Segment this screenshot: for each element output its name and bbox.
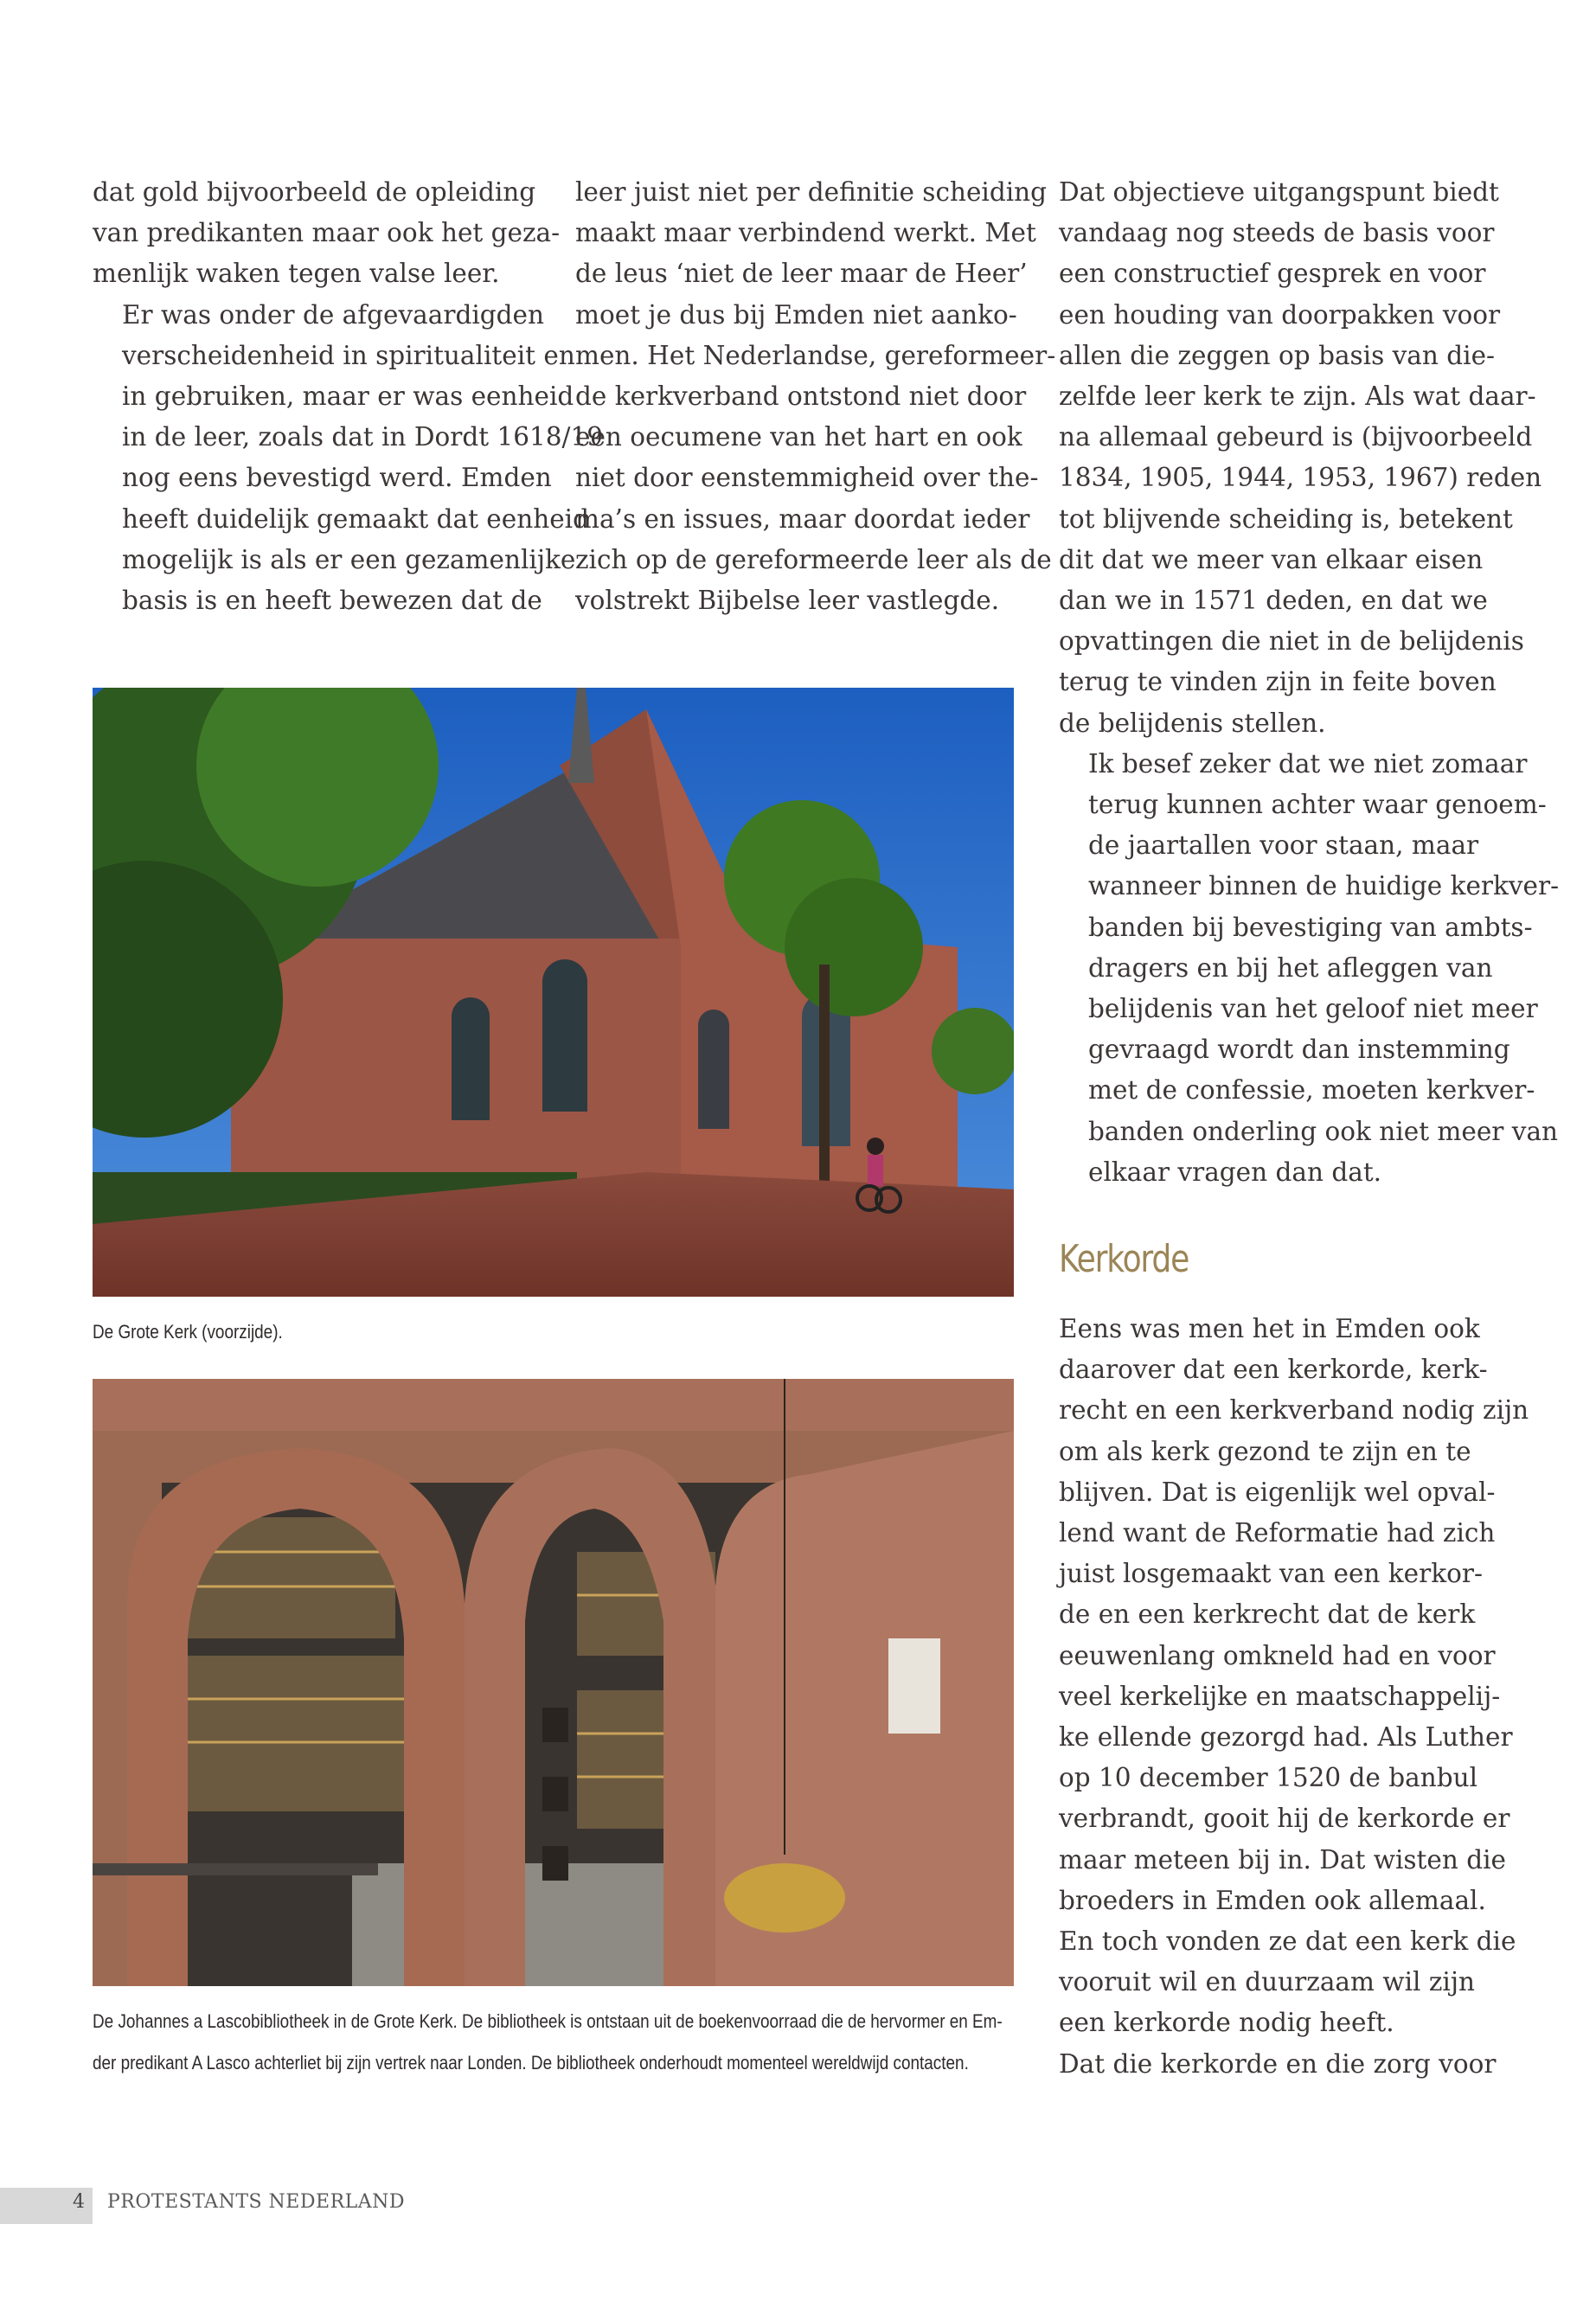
text-line: niet door eenstemmigheid over the- — [575, 463, 1039, 493]
paragraph — [1059, 744, 1560, 1193]
text-line: nog eens bevestigd werd. Emden — [122, 463, 552, 493]
text-line: banden onderling ook niet meer van — [1088, 1116, 1559, 1146]
body-column-1 — [93, 172, 604, 621]
paragraph — [575, 172, 1056, 621]
text-line: veel kerkelijke en maatschappelij- — [1059, 1681, 1501, 1711]
page-number: 4 — [73, 2191, 85, 2213]
text-line: de leus ‘niet de leer maar de Heer’ — [575, 259, 1028, 289]
photo-caption-church — [93, 1311, 283, 1353]
text-line: dit dat we meer van elkaar eisen — [1059, 544, 1484, 574]
text-line: opvattingen die niet in de belijdenis — [1059, 626, 1524, 657]
paragraph — [1059, 1921, 1526, 2044]
text-line: allen die zeggen op basis van die- — [1059, 340, 1496, 370]
text-line: menlijk waken tegen valse leer. — [93, 259, 500, 289]
text-line: moet je dus bij Emden niet aanko- — [575, 299, 1017, 330]
text-line: met de confessie, moeten kerkver- — [1088, 1075, 1535, 1106]
text-line: van predikanten maar ook het geza- — [93, 218, 561, 248]
text-line: juist losgemaakt van een kerkor- — [1059, 1559, 1483, 1589]
text-line: een oecumene van het hart en ook — [575, 422, 1022, 452]
caption-line: der predikant A Lasco achterliet bij zijn vertrek naar Londen. De bibliotheek onderhoudt momenteel wereldwijd contacten. — [93, 2052, 969, 2073]
text-line: elkaar vragen dan dat. — [1088, 1157, 1382, 1187]
text-line: dragers en bij het afleggen van — [1088, 952, 1493, 983]
paragraph — [1059, 172, 1542, 744]
text-line: in de leer, zoals dat in Dordt 1618/19 — [122, 422, 604, 452]
text-line: terug kunnen achter waar genoem- — [1088, 790, 1547, 820]
text-line: verscheidenheid in spiritualiteit en — [122, 340, 575, 370]
text-line: dan we in 1571 deden, en dat we — [1059, 586, 1488, 616]
publication-title: PROTESTANTS NEDERLAND — [107, 2191, 406, 2213]
body-column-2 — [575, 172, 1056, 621]
text-line: ke ellende gezorgd had. Als Luther — [1059, 1722, 1513, 1753]
text-line: vandaag nog steeds de basis voor — [1059, 218, 1495, 248]
text-line: Dat die kerkorde en die zorg voor — [1059, 2048, 1497, 2079]
text-line: heeft duidelijk gemaakt dat eenheid — [122, 503, 589, 534]
text-line: Ik besef zeker dat we niet zomaar — [1088, 748, 1528, 779]
text-line: 1834, 1905, 1944, 1953, 1967) reden — [1059, 463, 1542, 493]
text-line: tot blijvende scheiding is, betekent — [1059, 503, 1513, 534]
text-line: een kerkorde nodig heeft. — [1059, 2008, 1394, 2038]
text-line: volstrekt Bijbelse leer vastlegde. — [575, 586, 1000, 616]
paragraph — [93, 295, 604, 622]
text-line: recht en een kerkverband nodig zijn — [1059, 1395, 1529, 1426]
text-line: Er was onder de afgevaardigden — [122, 299, 545, 330]
photo-caption-library — [93, 2001, 1003, 2084]
text-line: de jaartallen voor staan, maar — [1088, 830, 1479, 861]
text-line: maakt maar verbindend werkt. Met — [575, 218, 1036, 248]
text-line: om als kerk gezond te zijn en te — [1059, 1436, 1471, 1466]
church-exterior-photo — [93, 688, 1014, 1297]
text-line: blijven. Dat is eigenlijk wel opval- — [1059, 1477, 1496, 1507]
text-line: mogelijk is als er een gezamenlijke — [122, 544, 576, 574]
text-line: belijdenis van het geloof niet meer — [1088, 994, 1538, 1024]
paragraph — [1059, 1309, 1529, 1921]
text-line: na allemaal gebeurd is (bijvoorbeeld — [1059, 422, 1533, 452]
text-line: gevraagd wordt dan instemming — [1088, 1035, 1510, 1065]
text-line: leer juist niet per definitie scheiding — [575, 177, 1048, 207]
section-heading-kerkorde: Kerkorde — [1059, 1237, 1189, 1281]
text-line: lend want de Reformatie had zich — [1059, 1518, 1496, 1548]
caption-line: De Grote Kerk (voorzijde). — [93, 1321, 283, 1343]
text-line: banden bij bevestiging van ambts- — [1088, 912, 1533, 942]
text-line: terug te vinden zijn in feite boven — [1059, 667, 1497, 697]
text-line: de kerkverband ontstond niet door — [575, 381, 1027, 412]
text-line: wanneer binnen de huidige kerkver- — [1088, 871, 1560, 901]
text-line: daarover dat een kerkorde, kerk- — [1059, 1355, 1488, 1385]
paragraph — [1059, 2044, 1526, 2085]
text-line: En toch vonden ze dat een kerk die — [1059, 1926, 1516, 1957]
text-line: een constructief gesprek en voor — [1059, 259, 1486, 289]
text-line: ma’s en issues, maar doordat ieder — [575, 503, 1030, 534]
text-line: zich op de gereformeerde leer als de — [575, 544, 1052, 574]
body-column-3 — [1059, 172, 1560, 1193]
text-line: verbrandt, gooit hij de kerkorde er — [1059, 1804, 1510, 1834]
body-column-3-continued — [1059, 1309, 1529, 2085]
text-line: een houding van doorpakken voor — [1059, 299, 1501, 330]
text-line: broeders in Emden ook allemaal. — [1059, 1885, 1486, 1915]
text-line: eeuwenlang omkneld had en voor — [1059, 1640, 1496, 1670]
paragraph — [93, 172, 560, 295]
text-line: vooruit wil en duurzaam wil zijn — [1059, 1967, 1475, 1997]
text-line: men. Het Nederlandse, gereformeer- — [575, 340, 1056, 370]
text-line: Dat objectieve uitgangspunt biedt — [1059, 177, 1499, 207]
caption-line: De Johannes a Lascobibliotheek in de Grote Kerk. De bibliotheek is ontstaan uit de boekenvoorraad die de hervormer en Em- — [93, 2010, 1003, 2032]
text-line: de belijdenis stellen. — [1059, 708, 1326, 738]
text-line: Eens was men het in Emden ook — [1059, 1314, 1480, 1343]
text-line: op 10 december 1520 de banbul — [1059, 1763, 1478, 1793]
library-interior-photo — [93, 1379, 1014, 1986]
text-line: basis is en heeft bewezen dat de — [122, 586, 542, 616]
text-line: zelfde leer kerk te zijn. Als wat daar- — [1059, 381, 1536, 412]
text-line: in gebruiken, maar er was eenheid — [122, 381, 574, 412]
text-line: de en een kerkrecht dat de kerk — [1059, 1599, 1476, 1630]
text-line: maar meteen bij in. Dat wisten die — [1059, 1844, 1506, 1875]
text-line: dat gold bijvoorbeeld de opleiding — [93, 177, 536, 207]
